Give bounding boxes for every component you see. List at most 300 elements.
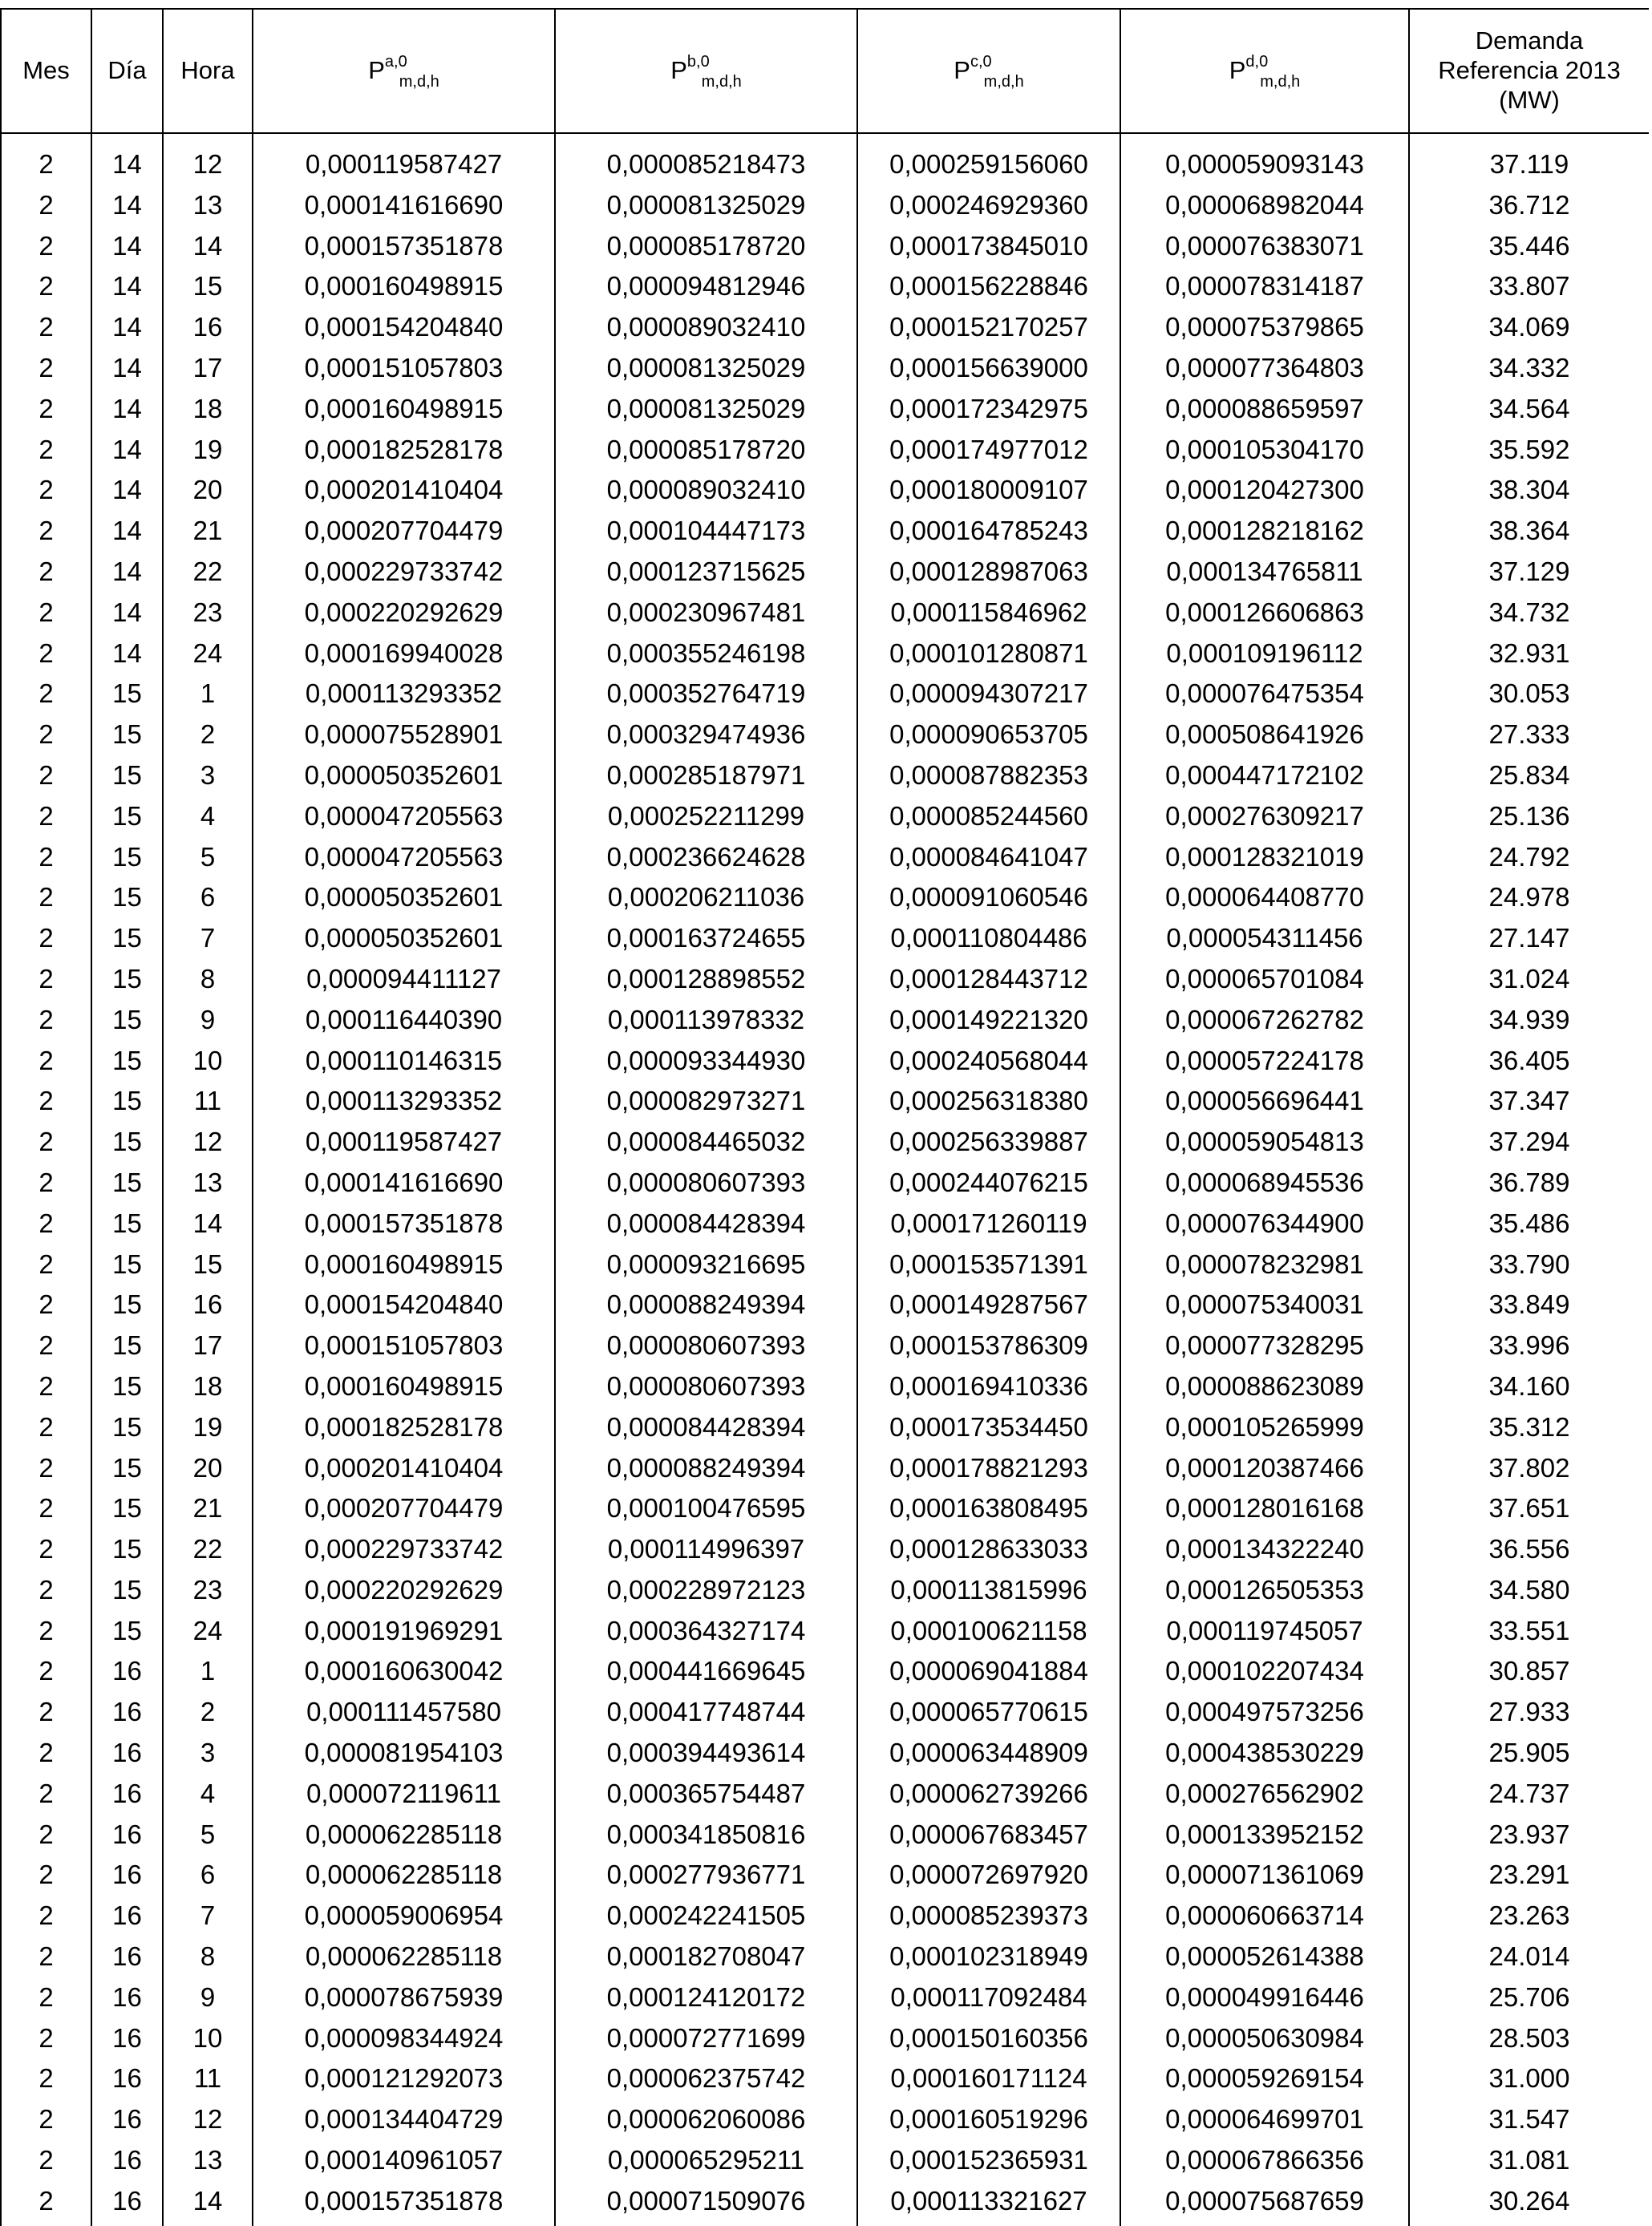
table-row <box>0 714 1652 755</box>
cell-pa: 0,000160498915 <box>304 393 504 423</box>
cell-pd: 0,000059093143 <box>1165 149 1364 179</box>
cell-demanda: 24.792 <box>1488 841 1570 872</box>
cell-pb: 0,000072771699 <box>606 2022 806 2053</box>
cell-hora: 11 <box>193 1086 222 1116</box>
header-pb-base: P <box>670 55 687 84</box>
header-pb <box>556 11 856 129</box>
header-pd-base: P <box>1229 55 1246 84</box>
header-demanda <box>1410 11 1649 129</box>
cell-dia: 15 <box>112 1534 142 1564</box>
cell-pa: 0,000110146315 <box>305 1045 503 1075</box>
cell-pd: 0,000126505353 <box>1165 1574 1364 1605</box>
cell-pa: 0,000160630042 <box>304 1656 504 1686</box>
cell-pa: 0,000220292629 <box>304 1574 504 1605</box>
cell-pd: 0,000128321019 <box>1165 841 1364 872</box>
cell-pb: 0,000080607393 <box>606 1370 806 1401</box>
cell-dia: 15 <box>112 1004 142 1034</box>
cell-pa: 0,000050352601 <box>304 923 504 953</box>
cell-mes: 2 <box>38 1819 54 1849</box>
cell-pd: 0,000060663714 <box>1165 1900 1364 1931</box>
table-row <box>0 877 1652 918</box>
table-row <box>0 266 1652 307</box>
cell-hora: 14 <box>192 2185 223 2216</box>
cell-demanda: 34.564 <box>1488 393 1570 423</box>
cell-mes: 2 <box>38 556 54 586</box>
cell-pa: 0,000182528178 <box>304 434 504 464</box>
cell-pa: 0,000157351878 <box>304 230 504 261</box>
table-row <box>0 348 1652 389</box>
table-row <box>0 2181 1652 2222</box>
table-row <box>0 1325 1652 1366</box>
cell-mes: 2 <box>38 2063 54 2094</box>
cell-hora: 14 <box>192 230 223 261</box>
cell-pa: 0,000151057803 <box>304 352 504 382</box>
cell-mes: 2 <box>38 800 54 831</box>
cell-hora: 6 <box>200 1860 216 1890</box>
cell-pd: 0,000126606863 <box>1165 597 1364 627</box>
cell-pa: 0,000119587427 <box>305 1127 503 1157</box>
cell-demanda: 31.000 <box>1488 2063 1570 2094</box>
cell-mes: 2 <box>38 1534 54 1564</box>
cell-mes: 2 <box>38 2022 54 2053</box>
cell-pa: 0,000062285118 <box>305 1941 503 1972</box>
cell-pb: 0,000071509076 <box>606 2185 806 2216</box>
cell-demanda: 23.291 <box>1488 1860 1570 1890</box>
cell-pd: 0,000076475354 <box>1165 678 1364 709</box>
table-row <box>0 755 1652 796</box>
cell-demanda: 31.081 <box>1488 2145 1570 2175</box>
header-pc <box>858 11 1120 129</box>
header-pd-label <box>1229 52 1301 91</box>
cell-pd: 0,000054311456 <box>1166 923 1363 953</box>
cell-pd: 0,000128218162 <box>1165 516 1364 546</box>
cell-pb: 0,000088249394 <box>606 1289 806 1320</box>
cell-demanda: 35.312 <box>1488 1411 1570 1442</box>
cell-demanda: 33.996 <box>1488 1330 1570 1361</box>
cell-pa: 0,000207704479 <box>304 1493 504 1524</box>
cell-pd: 0,000065701084 <box>1165 963 1364 994</box>
cell-dia: 16 <box>112 1981 142 2012</box>
table-row <box>0 1407 1652 1448</box>
cell-pb: 0,000093344930 <box>606 1045 806 1075</box>
cell-dia: 14 <box>112 556 142 586</box>
table-row <box>0 1245 1652 1285</box>
cell-mes: 2 <box>38 759 54 790</box>
cell-mes: 2 <box>38 1411 54 1442</box>
cell-pd: 0,000133952152 <box>1165 1819 1364 1849</box>
table-row <box>0 1774 1652 1815</box>
table-row <box>0 2018 1652 2059</box>
cell-mes: 2 <box>38 882 54 913</box>
cell-mes: 2 <box>38 230 54 261</box>
cell-pd: 0,000276562902 <box>1165 1778 1364 1808</box>
cell-pd: 0,000050630984 <box>1165 2022 1364 2053</box>
cell-pc: 0,000156639000 <box>889 352 1088 382</box>
cell-hora: 20 <box>192 475 223 505</box>
cell-pc: 0,000067683457 <box>889 1819 1088 1849</box>
cell-demanda: 28.503 <box>1488 2022 1570 2053</box>
cell-demanda: 35.446 <box>1488 230 1570 261</box>
cell-mes: 2 <box>38 1086 54 1116</box>
cell-pa: 0,000050352601 <box>304 882 504 913</box>
cell-pa: 0,000098344924 <box>304 2022 504 2053</box>
cell-pa: 0,000229733742 <box>304 556 504 586</box>
cell-pb: 0,000081325029 <box>606 352 806 382</box>
cell-dia: 16 <box>112 2063 142 2094</box>
cell-pa: 0,000201410404 <box>304 475 504 505</box>
cell-dia: 15 <box>112 923 142 953</box>
cell-pa: 0,000047205563 <box>304 841 504 872</box>
cell-pc: 0,000240568044 <box>889 1045 1088 1075</box>
cell-pd: 0,000068945536 <box>1165 1167 1364 1197</box>
cell-pb: 0,000123715625 <box>606 556 806 586</box>
cell-pc: 0,000085244560 <box>889 800 1088 831</box>
cell-pb: 0,000365754487 <box>606 1778 806 1808</box>
cell-hora: 18 <box>192 1370 223 1401</box>
cell-hora: 6 <box>200 882 216 913</box>
cell-pb: 0,000114996397 <box>607 1534 805 1564</box>
cell-pc: 0,000149221320 <box>889 1004 1088 1034</box>
cell-hora: 15 <box>192 271 223 302</box>
cell-pc: 0,000172342975 <box>889 393 1088 423</box>
table-row <box>0 1611 1652 1652</box>
cell-pb: 0,000085178720 <box>606 434 806 464</box>
cell-pa: 0,000154204840 <box>304 312 504 342</box>
cell-demanda: 32.931 <box>1488 637 1570 668</box>
cell-demanda: 36.405 <box>1488 1045 1570 1075</box>
cell-demanda: 38.364 <box>1488 516 1570 546</box>
cell-pc: 0,000072697920 <box>889 1860 1088 1890</box>
cell-mes: 2 <box>38 312 54 342</box>
table-row <box>0 1163 1652 1204</box>
cell-pa: 0,000160498915 <box>304 1370 504 1401</box>
cell-pc: 0,000115846962 <box>890 597 1087 627</box>
table-row <box>0 185 1652 226</box>
table-top-border <box>0 8 1649 10</box>
table-row <box>0 511 1652 552</box>
cell-pb: 0,000080607393 <box>606 1167 806 1197</box>
cell-pb: 0,000080607393 <box>606 1330 806 1361</box>
cell-pa: 0,000141616690 <box>304 189 504 220</box>
table-row <box>0 1204 1652 1245</box>
cell-pb: 0,000094812946 <box>606 271 806 302</box>
cell-pa: 0,000113293352 <box>305 678 503 709</box>
cell-pc: 0,000169410336 <box>889 1370 1088 1401</box>
table-row <box>0 1855 1652 1896</box>
cell-mes: 2 <box>38 1167 54 1197</box>
cell-pc: 0,000113815996 <box>890 1574 1087 1605</box>
cell-dia: 15 <box>112 1289 142 1320</box>
cell-pb: 0,000062375742 <box>606 2063 806 2094</box>
cell-pa: 0,000111457580 <box>306 1697 501 1727</box>
cell-demanda: 33.807 <box>1488 271 1570 302</box>
cell-pd: 0,000049916446 <box>1165 1981 1364 2012</box>
header-mes <box>2 11 91 129</box>
cell-dia: 15 <box>112 759 142 790</box>
cell-dia: 15 <box>112 1167 142 1197</box>
table-row <box>0 918 1652 959</box>
table-row <box>0 1041 1652 1082</box>
cell-pb: 0,000285187971 <box>606 759 806 790</box>
header-hora-label: Hora <box>180 55 235 84</box>
cell-mes: 2 <box>38 1615 54 1645</box>
cell-demanda: 23.937 <box>1488 1819 1570 1849</box>
cell-pc: 0,000174977012 <box>889 434 1088 464</box>
header-pc-label <box>954 52 1024 91</box>
cell-pb: 0,000242241505 <box>606 1900 806 1931</box>
cell-pc: 0,000101280871 <box>889 637 1088 668</box>
cell-hora: 14 <box>192 1208 223 1238</box>
cell-demanda: 35.486 <box>1488 1208 1570 1238</box>
cell-demanda: 27.147 <box>1488 923 1570 953</box>
cell-pd: 0,000088659597 <box>1165 393 1364 423</box>
cell-pd: 0,000068982044 <box>1165 189 1364 220</box>
cell-mes: 2 <box>38 1004 54 1034</box>
cell-pb: 0,000085218473 <box>606 149 806 179</box>
table-row <box>0 1000 1652 1041</box>
cell-pa: 0,000116440390 <box>305 1004 503 1034</box>
cell-pb: 0,000082973271 <box>606 1086 806 1116</box>
cell-pd: 0,000077328295 <box>1165 1330 1364 1361</box>
header-pa-subscript: m,d,h <box>399 72 439 91</box>
cell-dia: 16 <box>112 1941 142 1972</box>
table-row <box>0 633 1652 674</box>
table-row <box>0 307 1652 348</box>
cell-pc: 0,000150160356 <box>889 2022 1088 2053</box>
cell-mes: 2 <box>38 434 54 464</box>
cell-pc: 0,000085239373 <box>889 1900 1088 1931</box>
cell-pb: 0,000088249394 <box>606 1452 806 1483</box>
cell-mes: 2 <box>38 1656 54 1686</box>
cell-pb: 0,000394493614 <box>606 1738 806 1768</box>
cell-mes: 2 <box>38 1249 54 1279</box>
cell-pd: 0,000276309217 <box>1165 800 1364 831</box>
header-pb-label <box>670 52 742 91</box>
cell-pd: 0,000120387466 <box>1165 1452 1364 1483</box>
cell-hora: 3 <box>200 759 216 790</box>
cell-dia: 14 <box>112 516 142 546</box>
cell-demanda: 37.119 <box>1489 149 1569 179</box>
cell-pa: 0,000050352601 <box>304 759 504 790</box>
cell-pd: 0,000078314187 <box>1165 271 1364 302</box>
cell-pb: 0,000089032410 <box>606 312 806 342</box>
cell-dia: 16 <box>112 1697 142 1727</box>
cell-demanda: 23.263 <box>1488 1900 1570 1931</box>
cell-mes: 2 <box>38 1370 54 1401</box>
cell-demanda: 37.347 <box>1488 1086 1570 1116</box>
cell-pd: 0,000109196112 <box>1166 637 1363 668</box>
cell-dia: 15 <box>112 841 142 872</box>
cell-pc: 0,000117092484 <box>890 1981 1087 2012</box>
table-row <box>0 144 1652 185</box>
cell-pc: 0,000100621158 <box>890 1615 1087 1645</box>
cell-mes: 2 <box>38 963 54 994</box>
cell-pc: 0,000178821293 <box>889 1452 1088 1483</box>
cell-pd: 0,000102207434 <box>1165 1656 1364 1686</box>
cell-pc: 0,000256339887 <box>889 1127 1088 1157</box>
cell-demanda: 25.706 <box>1488 1981 1570 2012</box>
cell-mes: 2 <box>38 352 54 382</box>
cell-pd: 0,000134322240 <box>1165 1534 1364 1564</box>
cell-pc: 0,000171260119 <box>890 1208 1087 1238</box>
cell-pd: 0,000508641926 <box>1165 719 1364 750</box>
table-row <box>0 1285 1652 1325</box>
cell-pc: 0,000164785243 <box>889 516 1088 546</box>
cell-hora: 3 <box>200 1738 216 1768</box>
cell-mes: 2 <box>38 1860 54 1890</box>
cell-pa: 0,000151057803 <box>304 1330 504 1361</box>
table-row <box>0 430 1652 471</box>
cell-hora: 11 <box>193 2063 222 2094</box>
cell-pa: 0,000075528901 <box>304 719 504 750</box>
cell-demanda: 36.789 <box>1488 1167 1570 1197</box>
cell-pb: 0,000341850816 <box>606 1819 806 1849</box>
cell-pb: 0,000364327174 <box>606 1615 806 1645</box>
cell-pd: 0,000438530229 <box>1165 1738 1364 1768</box>
cell-demanda: 33.790 <box>1488 1249 1570 1279</box>
table-row <box>0 1570 1652 1611</box>
cell-hora: 8 <box>200 963 216 994</box>
cell-dia: 16 <box>112 2022 142 2053</box>
cell-pc: 0,000110804486 <box>890 923 1087 953</box>
cell-pb: 0,000113978332 <box>607 1004 805 1034</box>
table-row <box>0 2099 1652 2140</box>
cell-mes: 2 <box>38 1778 54 1808</box>
cell-pb: 0,000441669645 <box>606 1656 806 1686</box>
cell-dia: 15 <box>112 1615 142 1645</box>
cell-pd: 0,000075379865 <box>1165 312 1364 342</box>
cell-dia: 16 <box>112 1738 142 1768</box>
cell-mes: 2 <box>38 516 54 546</box>
cell-pb: 0,000084428394 <box>606 1411 806 1442</box>
table-row <box>0 1529 1652 1570</box>
table-body <box>0 144 1652 2222</box>
cell-pd: 0,000059054813 <box>1165 1127 1364 1157</box>
header-pd <box>1121 11 1408 129</box>
cell-pb: 0,000352764719 <box>606 678 806 709</box>
cell-hora: 23 <box>192 597 223 627</box>
table-row <box>0 1896 1652 1937</box>
cell-pa: 0,000134404729 <box>304 2104 504 2135</box>
cell-hora: 12 <box>192 1127 223 1157</box>
cell-pb: 0,000084465032 <box>606 1127 806 1157</box>
header-pc-subscript: m,d,h <box>983 72 1024 91</box>
cell-pa: 0,000140961057 <box>304 2145 504 2175</box>
table-row <box>0 470 1652 511</box>
header-dia-label: Día <box>107 55 147 84</box>
cell-pb: 0,000277936771 <box>606 1860 806 1890</box>
cell-mes: 2 <box>38 1208 54 1238</box>
cell-demanda: 37.129 <box>1488 556 1570 586</box>
table-row <box>0 389 1652 430</box>
cell-mes: 2 <box>38 1493 54 1524</box>
cell-pc: 0,000180009107 <box>889 475 1088 505</box>
cell-mes: 2 <box>38 189 54 220</box>
cell-hora: 13 <box>192 189 223 220</box>
cell-pd: 0,000076344900 <box>1165 1208 1364 1238</box>
cell-pc: 0,000153786309 <box>889 1330 1088 1361</box>
cell-demanda: 30.264 <box>1488 2185 1570 2216</box>
header-pa-superscript: a,0 <box>384 52 407 71</box>
table-row <box>0 2058 1652 2099</box>
cell-pb: 0,000228972123 <box>606 1574 806 1605</box>
cell-pb: 0,000163724655 <box>606 923 806 953</box>
cell-pc: 0,000160519296 <box>889 2104 1088 2135</box>
cell-pd: 0,000057224178 <box>1165 1045 1364 1075</box>
cell-pd: 0,000078232981 <box>1165 1249 1364 1279</box>
cell-hora: 16 <box>192 1289 223 1320</box>
cell-mes: 2 <box>38 1981 54 2012</box>
cell-dia: 15 <box>112 1452 142 1483</box>
cell-pd: 0,000134765811 <box>1166 556 1363 586</box>
cell-mes: 2 <box>38 475 54 505</box>
cell-dia: 15 <box>112 678 142 709</box>
cell-demanda: 34.939 <box>1488 1004 1570 1034</box>
cell-pa: 0,000220292629 <box>304 597 504 627</box>
cell-dia: 15 <box>112 719 142 750</box>
cell-dia: 15 <box>112 882 142 913</box>
cell-mes: 2 <box>38 1452 54 1483</box>
cell-hora: 17 <box>192 1330 223 1361</box>
cell-dia: 15 <box>112 1086 142 1116</box>
cell-dia: 15 <box>112 1493 142 1524</box>
header-pa-base: P <box>368 55 385 84</box>
cell-hora: 12 <box>192 2104 223 2135</box>
cell-dia: 15 <box>112 963 142 994</box>
cell-pb: 0,000417748744 <box>606 1697 806 1727</box>
cell-hora: 19 <box>192 1411 223 1442</box>
cell-pa: 0,000191969291 <box>304 1615 504 1645</box>
cell-demanda: 34.160 <box>1488 1370 1570 1401</box>
cell-dia: 14 <box>112 393 142 423</box>
cell-pd: 0,000067262782 <box>1165 1004 1364 1034</box>
cell-mes: 2 <box>38 1900 54 1931</box>
table-row <box>0 593 1652 633</box>
cell-pc: 0,000173534450 <box>889 1411 1088 1442</box>
cell-hora: 2 <box>200 719 216 750</box>
cell-demanda: 31.547 <box>1488 2104 1570 2135</box>
cell-hora: 7 <box>200 1900 216 1931</box>
cell-mes: 2 <box>38 678 54 709</box>
cell-pb: 0,000065295211 <box>607 2145 805 2175</box>
cell-hora: 4 <box>200 800 216 831</box>
cell-pd: 0,000128016168 <box>1165 1493 1364 1524</box>
cell-hora: 19 <box>192 434 223 464</box>
cell-pb: 0,000252211299 <box>607 800 805 831</box>
table-row <box>0 837 1652 878</box>
cell-hora: 10 <box>192 1045 223 1075</box>
cell-pa: 0,000169940028 <box>304 637 504 668</box>
header-dia <box>92 11 162 129</box>
cell-hora: 22 <box>192 1534 223 1564</box>
cell-hora: 21 <box>192 1493 223 1524</box>
cell-hora: 7 <box>200 923 216 953</box>
cell-pb: 0,000084428394 <box>606 1208 806 1238</box>
cell-hora: 1 <box>200 1656 216 1686</box>
table-row <box>0 796 1652 837</box>
cell-hora: 16 <box>192 312 223 342</box>
cell-pc: 0,000153571391 <box>889 1249 1088 1279</box>
cell-pb: 0,000100476595 <box>606 1493 806 1524</box>
cell-pd: 0,000056696441 <box>1165 1086 1364 1116</box>
cell-demanda: 25.905 <box>1488 1738 1570 1768</box>
cell-mes: 2 <box>38 597 54 627</box>
cell-pc: 0,000244076215 <box>889 1167 1088 1197</box>
cell-pb: 0,000329474936 <box>606 719 806 750</box>
cell-mes: 2 <box>38 1045 54 1075</box>
cell-dia: 15 <box>112 1127 142 1157</box>
cell-pb: 0,000081325029 <box>606 189 806 220</box>
